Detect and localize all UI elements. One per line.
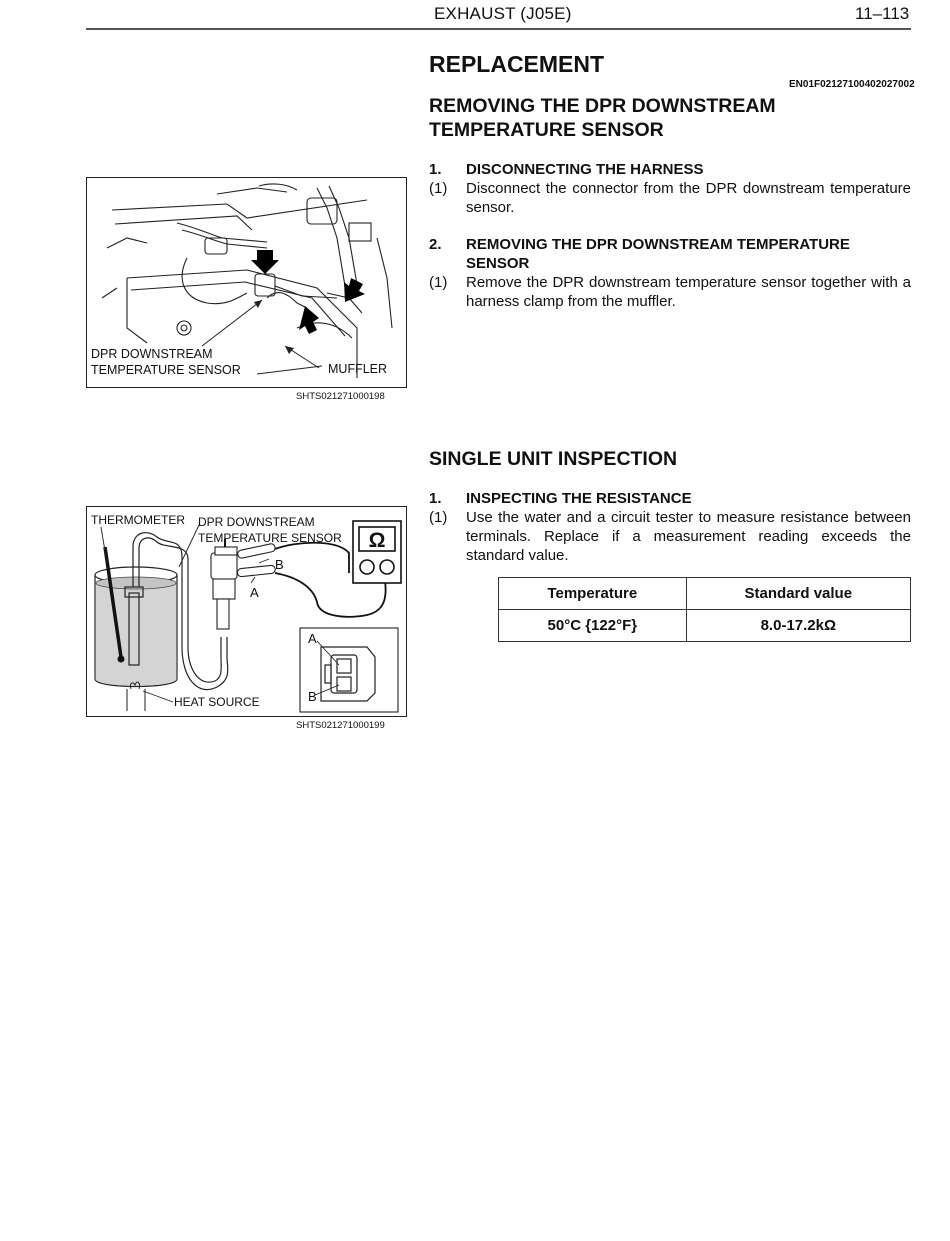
label-sensor-line2: TEMPERATURE SENSOR — [198, 531, 342, 545]
figure-sensor-location — [86, 177, 407, 388]
table-row — [499, 610, 911, 642]
label-terminal-a: A — [250, 585, 259, 600]
label-sensor — [91, 346, 241, 378]
standard-value-table — [498, 577, 911, 642]
running-header-title: EXHAUST (J05E) — [434, 4, 572, 23]
step-heading: DISCONNECTING THE HARNESS — [466, 161, 704, 178]
label-terminal-b: B — [275, 557, 284, 572]
label-sensor-line2: TEMPERATURE SENSOR — [91, 363, 241, 377]
column-header-temperature: Temperature — [499, 578, 687, 610]
substep-text: Disconnect the connector from the DPR downstream temperature sensor. — [466, 180, 911, 216]
section-title-replacement: REPLACEMENT — [429, 51, 605, 77]
step-1-substep — [429, 179, 911, 219]
figure-caption: SHTS021271000199 — [296, 720, 385, 731]
label-heat-source: HEAT SOURCE — [174, 695, 260, 709]
figure-resistance-test — [86, 506, 407, 717]
label-sensor-fig2 — [198, 514, 342, 546]
step-number: 2. — [429, 236, 442, 253]
cell-standard-value: 8.0-17.2kΩ — [686, 610, 910, 642]
document-code: EN01F02127100402027002 — [789, 79, 915, 90]
arrow-down-left-icon — [344, 278, 365, 302]
step-2 — [429, 235, 911, 275]
subsection-title-line1: REMOVING THE DPR DOWNSTREAM — [429, 95, 776, 117]
inspection-substep — [429, 508, 911, 568]
substep-text: Use the water and a circuit tester to measure resistance between terminals. Replace if a measurement reading exceeds the standard value. — [466, 509, 911, 564]
label-sensor-line1: DPR DOWNSTREAM — [198, 515, 315, 529]
step-heading: REMOVING THE DPR DOWNSTREAM TEMPERATURE SENSOR — [466, 236, 850, 272]
arrow-up-left-icon — [299, 306, 319, 334]
label-muffler: MUFFLER — [328, 362, 388, 376]
substep-number: (1) — [429, 509, 448, 526]
section-title-inspection: SINGLE UNIT INSPECTION — [429, 448, 678, 470]
step-1 — [429, 160, 911, 180]
substep-number: (1) — [429, 180, 448, 197]
label-thermometer: THERMOMETER — [91, 513, 185, 527]
water-fill — [96, 583, 176, 686]
header-divider — [86, 28, 911, 30]
step-heading: INSPECTING THE RESISTANCE — [466, 490, 692, 507]
arrow-down-icon — [251, 250, 279, 274]
inset-label-a: A — [308, 631, 317, 646]
inspection-step-1 — [429, 489, 911, 509]
meter-terminal-b — [380, 560, 394, 574]
cell-temperature: 50°C {122°F} — [499, 610, 687, 642]
table-header-row — [499, 578, 911, 610]
meter-terminal-a — [360, 560, 374, 574]
inset-label-b: B — [308, 689, 317, 704]
label-sensor-line1: DPR DOWNSTREAM — [91, 347, 213, 361]
substep-text: Remove the DPR downstream temperature sensor together with a harness clamp from the muffler. — [466, 274, 911, 310]
step-2-substep — [429, 273, 911, 313]
column-header-standard-value: Standard value — [686, 578, 910, 610]
figure-caption: SHTS021271000198 — [296, 391, 385, 402]
ohm-icon: Ω — [368, 529, 386, 552]
subsection-title-line2: TEMPERATURE SENSOR — [429, 119, 664, 141]
substep-number: (1) — [429, 274, 448, 291]
page-number: 11–113 — [855, 4, 910, 23]
step-number: 1. — [429, 490, 442, 507]
step-number: 1. — [429, 161, 442, 178]
